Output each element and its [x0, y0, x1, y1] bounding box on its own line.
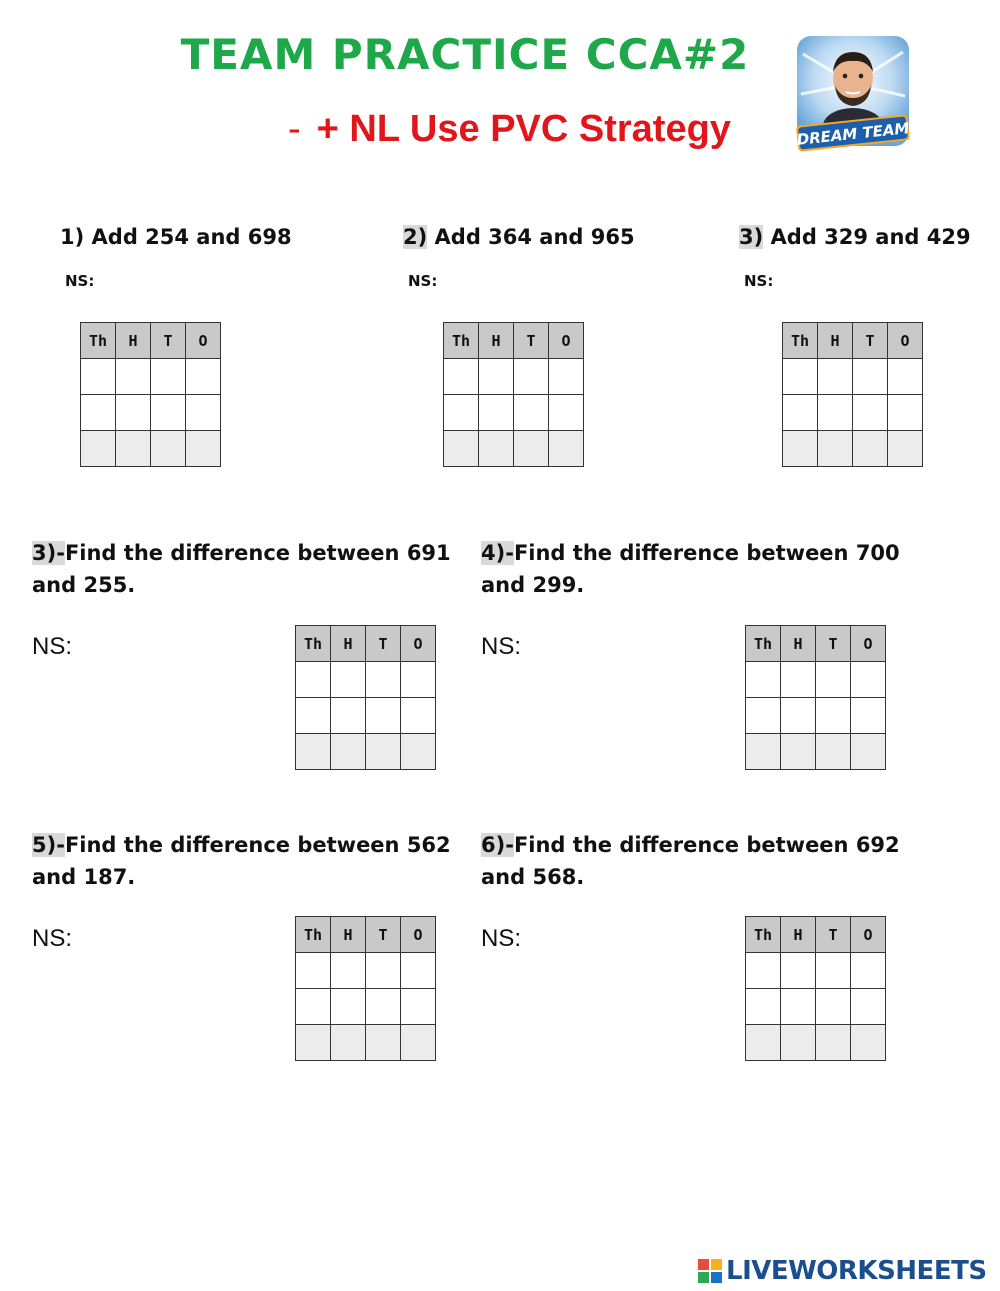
header-ones: O: [888, 323, 923, 359]
answer-cell[interactable]: [401, 953, 436, 989]
answer-input[interactable]: [818, 359, 852, 394]
result-input[interactable]: [331, 1025, 365, 1060]
result-input[interactable]: [331, 734, 365, 769]
answer-input[interactable]: [401, 662, 435, 697]
result-cell[interactable]: [366, 1025, 401, 1061]
answer-cell[interactable]: [401, 662, 436, 698]
logo-block: [711, 1272, 722, 1283]
result-input[interactable]: [851, 1025, 885, 1060]
answer-input[interactable]: [401, 698, 435, 733]
answer-input[interactable]: [888, 395, 922, 430]
result-input[interactable]: [81, 431, 115, 466]
question-text: Find the difference between 692 and 568.: [481, 833, 900, 889]
answer-input[interactable]: [366, 662, 400, 697]
result-input[interactable]: [888, 431, 922, 466]
header-ones: O: [401, 626, 436, 662]
answer-input[interactable]: [746, 662, 780, 697]
answer-cell[interactable]: [781, 989, 816, 1025]
answer-cell[interactable]: [816, 662, 851, 698]
answer-cell[interactable]: [853, 359, 888, 395]
result-input[interactable]: [746, 1025, 780, 1060]
answer-cell[interactable]: [186, 359, 221, 395]
answer-cell[interactable]: [296, 989, 331, 1025]
answer-input[interactable]: [549, 395, 583, 430]
result-cell[interactable]: [444, 431, 479, 467]
header-tens: T: [853, 323, 888, 359]
result-input[interactable]: [366, 734, 400, 769]
ns-label: NS:: [408, 272, 438, 290]
answer-input[interactable]: [888, 359, 922, 394]
result-cell[interactable]: [296, 1025, 331, 1061]
header-tens: T: [366, 917, 401, 953]
result-input[interactable]: [549, 431, 583, 466]
answer-input[interactable]: [781, 989, 815, 1024]
answer-cell[interactable]: [366, 989, 401, 1025]
answer-input[interactable]: [781, 698, 815, 733]
result-input[interactable]: [296, 1025, 330, 1060]
answer-input[interactable]: [186, 359, 220, 394]
result-input[interactable]: [479, 431, 513, 466]
result-cell[interactable]: [116, 431, 151, 467]
answer-input[interactable]: [296, 698, 330, 733]
answer-cell[interactable]: [888, 359, 923, 395]
answer-cell[interactable]: [444, 395, 479, 431]
answer-input[interactable]: [783, 359, 817, 394]
answer-input[interactable]: [151, 359, 185, 394]
question-2: [403, 225, 635, 249]
answer-cell[interactable]: [816, 698, 851, 734]
header-thousands: Th: [783, 323, 818, 359]
question-3: [739, 225, 971, 249]
logo-text: DREAM TEAM: [795, 119, 911, 149]
place-value-table: [295, 625, 436, 770]
question-text: Add 254 and 698: [84, 225, 292, 249]
question-text: Find the difference between 700 and 299.: [481, 541, 900, 597]
question-text: Add 329 and 429: [763, 225, 971, 249]
answer-cell[interactable]: [888, 395, 923, 431]
ns-label: NS:: [481, 633, 522, 660]
answer-cell[interactable]: [116, 395, 151, 431]
answer-cell[interactable]: [781, 662, 816, 698]
result-cell[interactable]: [818, 431, 853, 467]
result-input[interactable]: [746, 734, 780, 769]
question-number: 5)-: [32, 833, 65, 857]
answer-cell[interactable]: [851, 953, 886, 989]
answer-input[interactable]: [549, 359, 583, 394]
answer-input[interactable]: [853, 395, 887, 430]
result-input[interactable]: [816, 1025, 850, 1060]
answer-cell[interactable]: [781, 953, 816, 989]
footer-brand: LIVEWORKSHEETS: [726, 1256, 987, 1286]
result-cell[interactable]: [781, 734, 816, 770]
place-value-table: [295, 916, 436, 1061]
result-cell[interactable]: [783, 431, 818, 467]
result-input[interactable]: [401, 1025, 435, 1060]
result-cell[interactable]: [851, 734, 886, 770]
answer-input[interactable]: [296, 989, 330, 1024]
result-cell[interactable]: [851, 1025, 886, 1061]
answer-input[interactable]: [331, 698, 365, 733]
answer-cell[interactable]: [186, 395, 221, 431]
header-hundreds: H: [331, 626, 366, 662]
answer-input[interactable]: [851, 953, 885, 988]
question-number: 4)-: [481, 541, 514, 565]
answer-cell[interactable]: [331, 953, 366, 989]
answer-input[interactable]: [853, 359, 887, 394]
result-cell[interactable]: [888, 431, 923, 467]
result-input[interactable]: [116, 431, 150, 466]
question-number: 6)-: [481, 833, 514, 857]
answer-cell[interactable]: [296, 698, 331, 734]
answer-input[interactable]: [366, 989, 400, 1024]
answer-cell[interactable]: [746, 953, 781, 989]
answer-cell[interactable]: [296, 953, 331, 989]
answer-cell[interactable]: [514, 359, 549, 395]
answer-input[interactable]: [781, 662, 815, 697]
result-input[interactable]: [853, 431, 887, 466]
result-cell[interactable]: [746, 734, 781, 770]
answer-cell[interactable]: [851, 698, 886, 734]
answer-input[interactable]: [479, 359, 513, 394]
question-1: [60, 225, 292, 249]
answer-cell[interactable]: [151, 395, 186, 431]
header-hundreds: H: [479, 323, 514, 359]
place-value-table: [443, 322, 584, 467]
page-title: TEAM PRACTICE CCA#2: [180, 30, 750, 79]
header-tens: T: [816, 917, 851, 953]
answer-cell[interactable]: [81, 395, 116, 431]
answer-input[interactable]: [851, 698, 885, 733]
result-cell[interactable]: [781, 1025, 816, 1061]
result-input[interactable]: [151, 431, 185, 466]
answer-input[interactable]: [851, 662, 885, 697]
result-cell[interactable]: [366, 734, 401, 770]
result-input[interactable]: [818, 431, 852, 466]
answer-input[interactable]: [81, 359, 115, 394]
question-text: Find the difference between 691 and 255.: [32, 541, 451, 597]
answer-cell[interactable]: [746, 662, 781, 698]
answer-input[interactable]: [331, 953, 365, 988]
header-ones: O: [401, 917, 436, 953]
answer-input[interactable]: [781, 953, 815, 988]
answer-cell[interactable]: [853, 395, 888, 431]
answer-cell[interactable]: [151, 359, 186, 395]
result-input[interactable]: [783, 431, 817, 466]
result-cell[interactable]: [853, 431, 888, 467]
answer-cell[interactable]: [366, 698, 401, 734]
answer-input[interactable]: [151, 395, 185, 430]
dream-team-avatar-logo-icon: [793, 34, 913, 156]
answer-cell[interactable]: [783, 395, 818, 431]
place-value-table: [745, 625, 886, 770]
answer-input[interactable]: [186, 395, 220, 430]
logo-block: [711, 1259, 722, 1270]
header-thousands: Th: [296, 917, 331, 953]
answer-input[interactable]: [816, 662, 850, 697]
answer-input[interactable]: [746, 953, 780, 988]
answer-input[interactable]: [366, 698, 400, 733]
answer-cell[interactable]: [331, 662, 366, 698]
logo-block: [698, 1259, 709, 1270]
result-cell[interactable]: [401, 734, 436, 770]
result-input[interactable]: [781, 1025, 815, 1060]
ns-label: NS:: [32, 925, 73, 952]
answer-input[interactable]: [479, 395, 513, 430]
answer-input[interactable]: [816, 953, 850, 988]
answer-input[interactable]: [444, 395, 478, 430]
header-hundreds: H: [818, 323, 853, 359]
answer-input[interactable]: [816, 989, 850, 1024]
result-cell[interactable]: [514, 431, 549, 467]
answer-cell[interactable]: [366, 953, 401, 989]
answer-cell[interactable]: [479, 359, 514, 395]
ns-label: NS:: [32, 633, 73, 660]
result-cell[interactable]: [331, 1025, 366, 1061]
header-tens: T: [816, 626, 851, 662]
answer-cell[interactable]: [783, 359, 818, 395]
result-input[interactable]: [186, 431, 220, 466]
answer-input[interactable]: [81, 395, 115, 430]
question-diff-6: [481, 829, 901, 893]
answer-input[interactable]: [296, 953, 330, 988]
answer-cell[interactable]: [851, 989, 886, 1025]
header-hundreds: H: [331, 917, 366, 953]
answer-input[interactable]: [116, 359, 150, 394]
result-cell[interactable]: [479, 431, 514, 467]
answer-input[interactable]: [401, 953, 435, 988]
answer-cell[interactable]: [514, 395, 549, 431]
header-thousands: Th: [746, 626, 781, 662]
header-thousands: Th: [81, 323, 116, 359]
header-ones: O: [186, 323, 221, 359]
result-cell[interactable]: [746, 1025, 781, 1061]
header-hundreds: H: [781, 917, 816, 953]
result-cell[interactable]: [816, 1025, 851, 1061]
answer-cell[interactable]: [818, 359, 853, 395]
question-number: 3): [739, 225, 764, 249]
header-ones: O: [851, 917, 886, 953]
answer-input[interactable]: [783, 395, 817, 430]
answer-cell[interactable]: [781, 698, 816, 734]
result-input[interactable]: [781, 734, 815, 769]
answer-input[interactable]: [514, 359, 548, 394]
answer-cell[interactable]: [746, 989, 781, 1025]
answer-input[interactable]: [746, 698, 780, 733]
result-input[interactable]: [296, 734, 330, 769]
result-input[interactable]: [816, 734, 850, 769]
header-thousands: Th: [746, 917, 781, 953]
subtitle-text: + NL Use PVC Strategy: [316, 108, 731, 150]
result-cell[interactable]: [401, 1025, 436, 1061]
header-hundreds: H: [116, 323, 151, 359]
answer-input[interactable]: [851, 989, 885, 1024]
result-cell[interactable]: [81, 431, 116, 467]
answer-input[interactable]: [816, 698, 850, 733]
answer-cell[interactable]: [331, 989, 366, 1025]
result-input[interactable]: [851, 734, 885, 769]
answer-input[interactable]: [296, 662, 330, 697]
logo-block: [698, 1272, 709, 1283]
liveworksheets-footer: [698, 1256, 987, 1286]
question-diff-5: [32, 829, 452, 893]
question-diff-3: [32, 537, 452, 601]
answer-cell[interactable]: [549, 359, 584, 395]
result-input[interactable]: [401, 734, 435, 769]
result-cell[interactable]: [151, 431, 186, 467]
header-tens: T: [151, 323, 186, 359]
result-input[interactable]: [444, 431, 478, 466]
ns-label: NS:: [744, 272, 774, 290]
question-number: 1): [60, 225, 85, 249]
answer-cell[interactable]: [116, 359, 151, 395]
answer-cell[interactable]: [401, 989, 436, 1025]
answer-cell[interactable]: [479, 395, 514, 431]
result-cell[interactable]: [816, 734, 851, 770]
header-thousands: Th: [444, 323, 479, 359]
place-value-table: [782, 322, 923, 467]
question-number: 2): [403, 225, 428, 249]
ns-label: NS:: [481, 925, 522, 952]
answer-cell[interactable]: [816, 989, 851, 1025]
answer-input[interactable]: [818, 395, 852, 430]
answer-input[interactable]: [366, 953, 400, 988]
answer-input[interactable]: [514, 395, 548, 430]
answer-input[interactable]: [444, 359, 478, 394]
question-number: 3)-: [32, 541, 65, 565]
ns-label: NS:: [65, 272, 95, 290]
place-value-table: [745, 916, 886, 1061]
answer-input[interactable]: [331, 662, 365, 697]
answer-cell[interactable]: [81, 359, 116, 395]
subtitle-dash: -: [288, 108, 301, 150]
question-text: Add 364 and 965: [427, 225, 635, 249]
answer-cell[interactable]: [296, 662, 331, 698]
place-value-table: [80, 322, 221, 467]
header-hundreds: H: [781, 626, 816, 662]
answer-cell[interactable]: [818, 395, 853, 431]
answer-cell[interactable]: [401, 698, 436, 734]
header-ones: O: [549, 323, 584, 359]
answer-cell[interactable]: [549, 395, 584, 431]
result-cell[interactable]: [331, 734, 366, 770]
question-text: Find the difference between 562 and 187.: [32, 833, 451, 889]
header-tens: T: [366, 626, 401, 662]
result-cell[interactable]: [186, 431, 221, 467]
result-input[interactable]: [366, 1025, 400, 1060]
header-tens: T: [514, 323, 549, 359]
liveworksheets-logo-icon: [698, 1259, 722, 1283]
answer-cell[interactable]: [444, 359, 479, 395]
result-input[interactable]: [514, 431, 548, 466]
result-cell[interactable]: [549, 431, 584, 467]
question-diff-4: [481, 537, 901, 601]
answer-cell[interactable]: [851, 662, 886, 698]
answer-input[interactable]: [331, 989, 365, 1024]
page-subtitle: [288, 108, 731, 151]
answer-input[interactable]: [116, 395, 150, 430]
answer-cell[interactable]: [331, 698, 366, 734]
header-ones: O: [851, 626, 886, 662]
header-thousands: Th: [296, 626, 331, 662]
answer-cell[interactable]: [816, 953, 851, 989]
answer-input[interactable]: [746, 989, 780, 1024]
answer-cell[interactable]: [746, 698, 781, 734]
result-cell[interactable]: [296, 734, 331, 770]
answer-input[interactable]: [401, 989, 435, 1024]
answer-cell[interactable]: [366, 662, 401, 698]
